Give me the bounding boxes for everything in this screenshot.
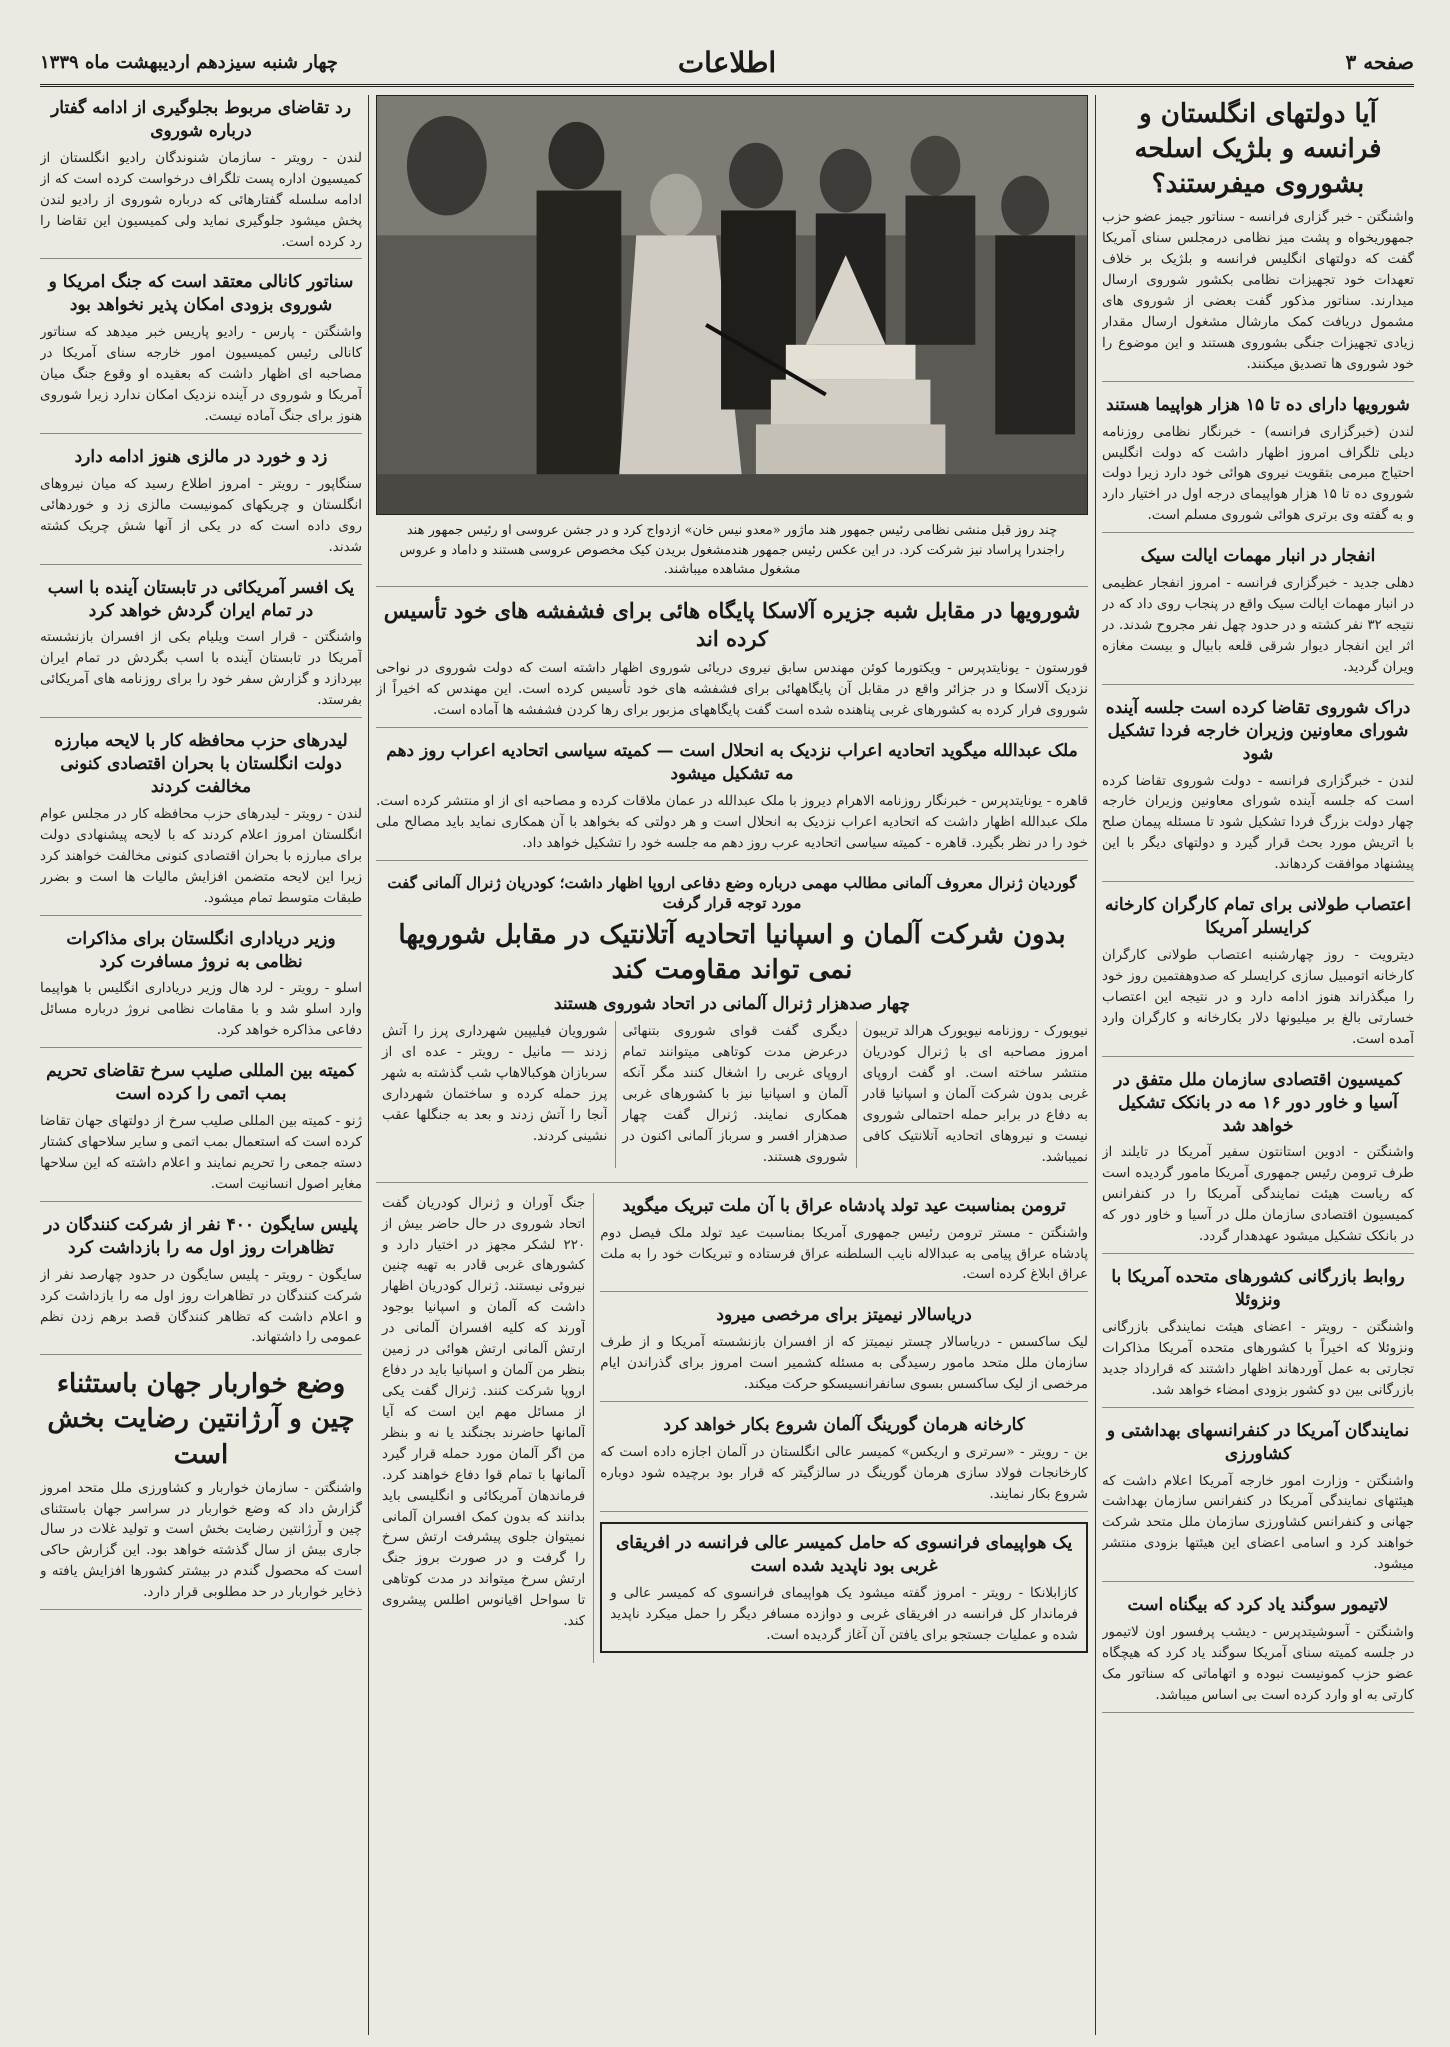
headline: سناتور کانالی معتقد است که جنگ امریکا و شوروی بزودی امکان پذیر نخواهد بود [48, 272, 354, 316]
headline: بدون شرکت آلمان و اسپانیا اتحادیه آتلانتیک در مقابل شورویها نمی تواند مقاومت کند [398, 920, 1066, 986]
article [376, 595, 1088, 728]
article-body: واشنگتن - ادوین استانتون سفیر آمریکا در تایلند از طرف ترومن رئیس جمهوری آمریکا مامور گردیده است که ریاست هیئت نمایندگی آمریکا را در کنفرانس کمیسیون اقتصادی سازمان ملل در آسیا و خاور دور که در بانکک تشکیل میشود عهدهدار گردد. [1102, 1144, 1414, 1245]
headline: ترومن بمناسبت عید تولد پادشاه عراق با آن ملت تبریک میگوید [622, 1195, 1066, 1216]
article-body: لندن (خبرگزاری فرانسه) - خبرنگار نظامی روزنامه دیلی تلگراف امروز اظهار داشت که دولت انگلیس احتیاج مبرمی بتقویت نیروی هوائی خود دارد زیرا دولت شوروی ده تا ۱۵ هزار هواپیمای درجه اول در اختیار دارد و به گفته وی برتری هوائی شوروی مسلم است. [1102, 423, 1414, 524]
columns [40, 95, 1414, 2035]
headline: شورویها در مقابل شبه جزیره آلاسکا پایگاه هائی برای فشفشه های خود تأسیس کرده اند [383, 597, 1081, 651]
article-subcolumn [376, 1021, 607, 1167]
article [1102, 543, 1414, 685]
article-body: کازابلانکا - رویتر - امروز گفته میشود یک هواپیمای فرانسوی که کمیسر عالی و فرماندار کل فرانسه در افریقای غربی و دوازده مسافر دیگر را حمل میکرد ناپدید شده و عملیات جستجو برای یافتن آن آغاز گردیده است. [610, 1584, 1078, 1643]
article [600, 1193, 1088, 1293]
headline: لاتیمور سوگند یاد کرد که بیگناه است [1127, 1595, 1389, 1616]
column-divider [1095, 95, 1096, 2035]
right-column [1102, 95, 1414, 2035]
article-body: قاهره - یونایتدپرس - خبرنگار روزنامه الاهرام دیروز با ملک عبدالله در عمان ملاقات کرده و مصاحبه ای از او منتشر کرده است. ملک عبدالله اظهار داشت که اتحادیه اعراب نزدیک به انحلال است و هر دولتی که بخواهد با آن همکاری نماید باید مصالح ملی خود را در نظر بگیرد. قاهره - کمیته سیاسی اتحادیه عرب روز دهم مه جلسه خود را تشکیل خواهد داد. [376, 792, 1088, 851]
article-continuation: جنگ آوران و ژنرال کودریان گفت اتحاد شوروی در حال حاضر بیش از ۲۲۰ لشکر مجهز در اختیار دارد و کشورهای غربی قادر به تهیه چنین نیروئی نیستند. ژنرال کودریان اظهار داشت که آلمان و اسپانیا بوجود آورند که کلیه افسران آلمانی در ارتش آلمانی ارتش هوائی در زمین بنظر من آلمان و اسپانیا باید در دفاع اروپا شرکت کنند. ژنرال گفت یکی از مسائل مهم این است که آیا آلمانها حاضرند بجنگند یا نه و بنظر من اگر آلمان مورد حمله قرار گیرد آلمانها با تمام قوا دفاع خواهند کرد. فرماندهان آمریکائی و انگلیسی باید بدانند که بدون کمک افسران آلمانی نمیتوان جلوی پیشرفت ارتش سرخ را گرفت و در صورت بروز جنگ ارتش سرخ میتواند در مدت کوتاهی تا سواحل اقیانوس اطلس پیشروی کند. [382, 1194, 586, 1630]
article [1102, 1067, 1414, 1254]
article-body: سایگون - رویتر - پلیس سایگون در حدود چهارصد نفر از شرکت کنندگان در تظاهرات روز اول مه را بازداشت کرد و اعلام داشت که تظاهر کنندگان قصد برهم زدن نظم عمومی را داشتهاند. [40, 1266, 362, 1346]
article [40, 1365, 362, 1610]
headline: وضع خواربار جهان باستثناء چین و آرژانتین رضایت بخش است [47, 1369, 355, 1470]
masthead [40, 40, 1414, 87]
headline: کمیسیون اقتصادی سازمان ملل متفق در آسیا و خاور دور ۱۶ مه در بانکک تشکیل خواهد شد [1114, 1069, 1402, 1136]
article [1102, 892, 1414, 1056]
kicker: گوردیان ژنرال معروف آلمانی مطالب مهمی درباره وضع دفاعی اروپا اظهار داشت؛ کودریان ژنرال آلمانی گفت مورد توجه قرار گرفت [387, 873, 1077, 912]
article [40, 926, 362, 1049]
article-body: ژنو - کمیته بین المللی صلیب سرخ از دولتهای جهان تقاضا کرده است که استعمال بمب اتمی و سایر سلاحهای کشتار دسته جمعی را تحریم نمایند و اعلام داشته که این سلاحها مغایر اصول انسانیت است. [40, 1113, 362, 1192]
article [40, 728, 362, 915]
article-body: لندن - خبرگزاری فرانسه - دولت شوروی تقاضا کرده است که جلسه آینده شورای معاونین وزیران خارجه چهار دولت بزرگ فردا تشکیل شود تا مسئله پیمان صلح با اتریش مورد بحث قرار گیرد و دولتهای دیگر با این پیشنهاد موافقت کردهاند. [1102, 772, 1414, 873]
photo-caption: چند روز قبل منشی نظامی رئیس جمهور هند ماژور «معدو نیس خان» ازدواج کرد و در جشن عروسی او رئیس جمهور هند راجندرا پراساد نیز شرکت کرد. در این عکس رئیس جمهور هندمشغول بریدن کیک مخصوص عروسی هستند و داماد و عروس مشغول مشاهده میباشند. [376, 515, 1088, 587]
article [40, 95, 362, 259]
article-body: دهلی جدید - خبرگزاری فرانسه - امروز انفجار عظیمی در انبار مهمات ایالت سیک واقع در پنجاب روی داد که در نتیجه ۳۲ نفر کشته و در حدود چهل نفر مجروح شدند. در اثر این انفجار دیوار شرقی قلعه بابیال و بیست مغازه ویران گردید. [1102, 575, 1414, 675]
article [40, 444, 362, 565]
article [1102, 695, 1414, 882]
article-body: لندن - رویتر - لیدرهای حزب محافظه کار در مجلس عوام انگلستان امروز اعلام کردند که با لایحه پیشنهادی دولت برای مبارزه با بحران اقتصادی کنونی مخالفت خواهند کرد زیرا این لایحه متضمن افزایش مالیات ها است و بضرر طبقات متوسط تمام میشود. [40, 805, 362, 906]
article-body: دیگری گفت قوای شوروی بتنهائی درعرض مدت کوتاهی میتوانند تمام اروپای غربی را اشغال کنند مگر آنکه آلمان و اسپانیا نیز با کشورهای غربی همکاری نمایند. ژنرال گفت چهار صدهزار افسر و سرباز آلمانی اکنون در شوروی هستند. [622, 1023, 848, 1165]
headline: دراک شوروی تقاضا کرده است جلسه آینده شورای معاونین وزیران خارجه فردا تشکیل شود [1105, 697, 1411, 764]
subheadline: چهار صدهزار ژنرال آلمانی در اتحاد شوروی هستند [553, 994, 911, 1015]
article [376, 738, 1088, 861]
headline: اعتصاب طولانی برای تمام کارگران کارخانه کرایسلر آمریکا [1104, 895, 1411, 939]
article-body: اسلو - رویتر - لرد هال وزیر دریاداری انگلیس با هواپیما وارد اسلو شد و با مقامات نظامی نروژ درباره مسائل دفاعی مذاکره خواهد کرد. [40, 980, 362, 1039]
article [40, 269, 362, 433]
article-body: لندن - رویتر - سازمان شنوندگان رادیو انگلستان از کمیسیون اداره پست تلگراف درخواست کرده است که از ادامه سلسله گفتارهائی که درباره شوروی از رادیو لندن پخش میشود جلوگیری نماید ولی کمیسیون این تقاضا را رد کرده است. [40, 149, 362, 250]
headline: آیا دولتهای انگلستان و فرانسه و بلژیک اسلحه بشوروی میفرستند؟ [1134, 99, 1382, 200]
headline: یک هواپیمای فرانسوی که حامل کمیسر عالی فرانسه در افریقای غربی بود ناپدید شده است [615, 1532, 1073, 1576]
headline: کمیته بین المللی صلیب سرخ تقاضای تحریم بمب اتمی را کرده است [46, 1061, 356, 1105]
article-feature [376, 871, 1088, 1183]
headline: زد و خورد در مالزی هنوز ادامه دارد [74, 446, 328, 467]
wedding-photo-image [377, 96, 1087, 514]
article-body: نیویورک - روزنامه نیویورک هرالد تریبون امروز مصاحبه ای با ژنرال کودریان منتشر ساخته است. او گفت اروپای غربی بدون شرکت آلمان و اسپانیا قادر به دفاع در برابر حمله احتمالی شوروی نیست و نیروهای اتحادیه آتلانتیک کافی نمیباشد. [862, 1023, 1088, 1165]
headline: کارخانه هرمان گورینگ آلمان شروع بکار خواهد کرد [663, 1415, 1025, 1436]
article-subcolumn [615, 1021, 847, 1167]
article [1102, 392, 1414, 534]
headline: شورویها دارای ده تا ۱۵ هزار هواپیما هستند [1106, 394, 1410, 415]
article [600, 1302, 1088, 1402]
article-body: واشنگتن - مستر ترومن رئیس جمهوری آمریکا بمناسبت عید تولد ملک فیصل دوم پادشاه عراق پیامی به عبدالاله نایب السلطنه عراق فرستاده و تبریکات خود را به ملت عراق ابلاغ کرده است. [600, 1224, 1088, 1283]
article-body: دیترویت - روز چهارشنبه اعتصاب طولانی کارگران کارخانه اتومبیل سازی کرایسلر که صدوهفتمین روز خود را میگذراند هنوز ادامه دارد و در نتیجه این اعتصاب خسارتی بالغ بر میلیونها دلار بکارخانه و کارگران وارد آمده است. [1102, 947, 1414, 1047]
article [1102, 1592, 1414, 1713]
article-body: شورویان فیلیپین شهرداری پرز را آتش زدند — مانیل - رویتر - عده ای از سربازان هوکبالاهاپ شب گذشته به شهر پرز حمله کرده و ساختمان شهرداری آنجا را آتش زدند و بعد به جنگلها عقب نشینی کردند. [382, 1023, 608, 1144]
headline: رد تقاضای مربوط بجلوگیری از ادامه گفتار درباره شوروی [51, 98, 351, 141]
column-divider [368, 95, 369, 2035]
middle-lower-right [376, 1193, 585, 1664]
middle-lower-split [376, 1193, 1088, 1664]
headline: لیدرهای حزب محافظه کار با لایحه مبارزه دولت انگلستان با بحران اقتصادی کنونی مخالفت کردند [54, 731, 348, 798]
article-body: واشنگتن - سازمان خواربار و کشاورزی ملل متحد امروز گزارش داد که وضع خواربار در سراسر جهان باستثنای چین و آرژانتین رضایت بخش است و تولید غلات در سال جاری بیش از سال گذشته خواهد بود. این گزارش حاکی است که محصول گندم در بیشتر کشورها افزایش یافته و ذخایر خواربار در حد مطلوبی قرار دارد. [40, 1479, 362, 1601]
headline: دریاسالار نیمیتز برای مرخصی میرود [716, 1305, 972, 1326]
article-subcolumns [376, 1021, 1088, 1167]
page-number: صفحه ۳ [1345, 50, 1414, 74]
article [40, 1212, 362, 1356]
article [40, 575, 362, 719]
headline: ملک عبدالله میگوید اتحادیه اعراب نزدیک به انحلال است — کمیته سیاسی اتحادیه اعراب روز دهم مه تشکیل میشود [386, 740, 1078, 784]
middle-lower-left [593, 1193, 1088, 1664]
headline: نمایندگان آمریکا در کنفرانسهای بهداشتی و کشاورزی [1106, 1420, 1410, 1464]
article-body: فورستون - یونایتدپرس - ویکتورما کوئن مهندس سابق نیروی دریائی شوروی اظهار داشته است که دولت شوروی در نواحی نزدیک آلاسکا و در جزائر واقع در مقابل آن پایگاههائی برای فشفشه های خود تأسیس کرده است. این مهندس که اخیراً از شوروی فرار کرده به کشورهای غربی پناهنده شده است گفت پایگاههای مزبور برای رها کردن فشفشه ها آماده است. [376, 660, 1088, 719]
article-body: واشنگتن - پارس - رادیو پاریس خبر میدهد که سناتور کانالی رئیس کمیسیون امور خارجه سنای آمریکا در مصاحبه ای اظهار داشت که بعقیده او وقوع جنگ میان آمریکا و شوروی در آینده نزدیک امکان ندارد زیرا شوروی هنوز برای جنگ آماده نیست. [40, 324, 362, 425]
article-body: واشنگتن - قرار است ویلیام بکی از افسران بازنشسته آمریکا در تابستان آینده با اسب بگردش در تمام ایران بپردازد و گزارش سفر خود را برای روزنامه های آمریکائی بفرستد. [40, 629, 362, 709]
left-column [40, 95, 362, 2035]
article-body: واشنگتن - رویتر - اعضای هیئت نمایندگی بازرگانی ونزوئلا که اخیراً با کشورهای متحده آمریکا مذاکرات تجارتی به عمل آوردهاند اظهار داشتند که قرارداد جدید بازرگانی بین دو کشور بزودی امضاء خواهد شد. [1102, 1318, 1414, 1398]
article [40, 1058, 362, 1202]
article-body: واشنگتن - وزارت امور خارجه آمریکا اعلام داشت که هیئتهای نمایندگی آمریکا در کنفرانس سازمان بهداشت جهانی و کنفرانس کشاورزی سازمان ملل متحد شرکت خواهند کرد و اسامی اعضای این هیئتها بزودی منتشر میشود. [1102, 1472, 1414, 1573]
article [600, 1412, 1088, 1512]
article [1102, 1264, 1414, 1408]
article [1102, 95, 1414, 382]
article-body: واشنگتن - آسوشیتدپرس - دیشب پرفسور اون لاتیمور در جلسه کمیته سنای آمریکا سوگند یاد کرد که هیچگاه عضو حزب کمونیست نبوده و اتهاماتی که سناتور مک کارتی به او وارد کرده است بی اساس میباشد. [1102, 1624, 1414, 1703]
article-body: بن - رویتر - «سرتری و اریکس» کمیسر عالی انگلستان در آلمان اجازه داده است که کارخانجات فولاد سازی هرمان گورینگ در سالزگیتر که قرار بود برچیده شود دوباره شروع بکار نمایند. [600, 1444, 1088, 1502]
article-body: واشنگتن - خبر گزاری فرانسه - سناتور جیمز عضو حزب جمهوریخواه و پشت میز نظامی درمجلس سنای آمریکا گفت که دولتهای انگلیس فرانسه و بلژیک بر خلاف تعهدات خود تجهیزات نظامی بکشور شوروی ارسال میدارند. سناتور مذکور گفت بعضی از شوروی های مشمول دریافت کمک مارشال مشغول ارسال مقدار زیادی تجهیزات جنگی بشوروی هستند و این موضوع را خود شوروی ها تصدیق میکنند. [1102, 209, 1414, 372]
issue-date: چهار شنبه سیزدهم اردیبهشت ماه ۱۳۳۹ [40, 51, 338, 73]
headline: روابط بازرگانی کشورهای متحده آمریکا با ونزوئلا [1111, 1267, 1405, 1311]
article-body: سنگاپور - رویتر - امروز اطلاع رسید که میان نیروهای انگلستان و چریکهای کمونیست مالزی زد و خوردهائی روی داده است که در یکی از آنها شش چریک کشته شدند. [40, 475, 362, 555]
headline: وزیر دریاداری انگلستان برای مذاکرات نظامی به نروژ مسافرت کرد [66, 928, 336, 972]
headline: انفجار در انبار مهمات ایالت سیک [1140, 546, 1376, 567]
article [1102, 1418, 1414, 1582]
article-boxed [600, 1522, 1088, 1654]
article-subcolumn [856, 1021, 1088, 1167]
headline: پلیس سایگون ۴۰۰ نفر از شرکت کنندگان در تظاهرات روز اول مه را بازداشت کرد [44, 1214, 358, 1258]
middle-column [376, 95, 1088, 2035]
article-body: لیک ساکسس - دریاسالار چستر نیمیتز که از افسران بازنشسته آمریکا و از طرف سازمان ملل متحد مامور رسیدگی به مسئله کشمیر است امروز برای گذراندن ایام مرخصی از لیک ساکسس بسوی سانفرانسیسکو حرکت میکند. [600, 1334, 1088, 1393]
wedding-photo [376, 95, 1088, 515]
newspaper-name: اطلاعات [677, 45, 777, 79]
headline: یک افسر آمریکائی در تابستان آینده با اسب در تمام ایران گردش خواهد کرد [47, 577, 355, 621]
